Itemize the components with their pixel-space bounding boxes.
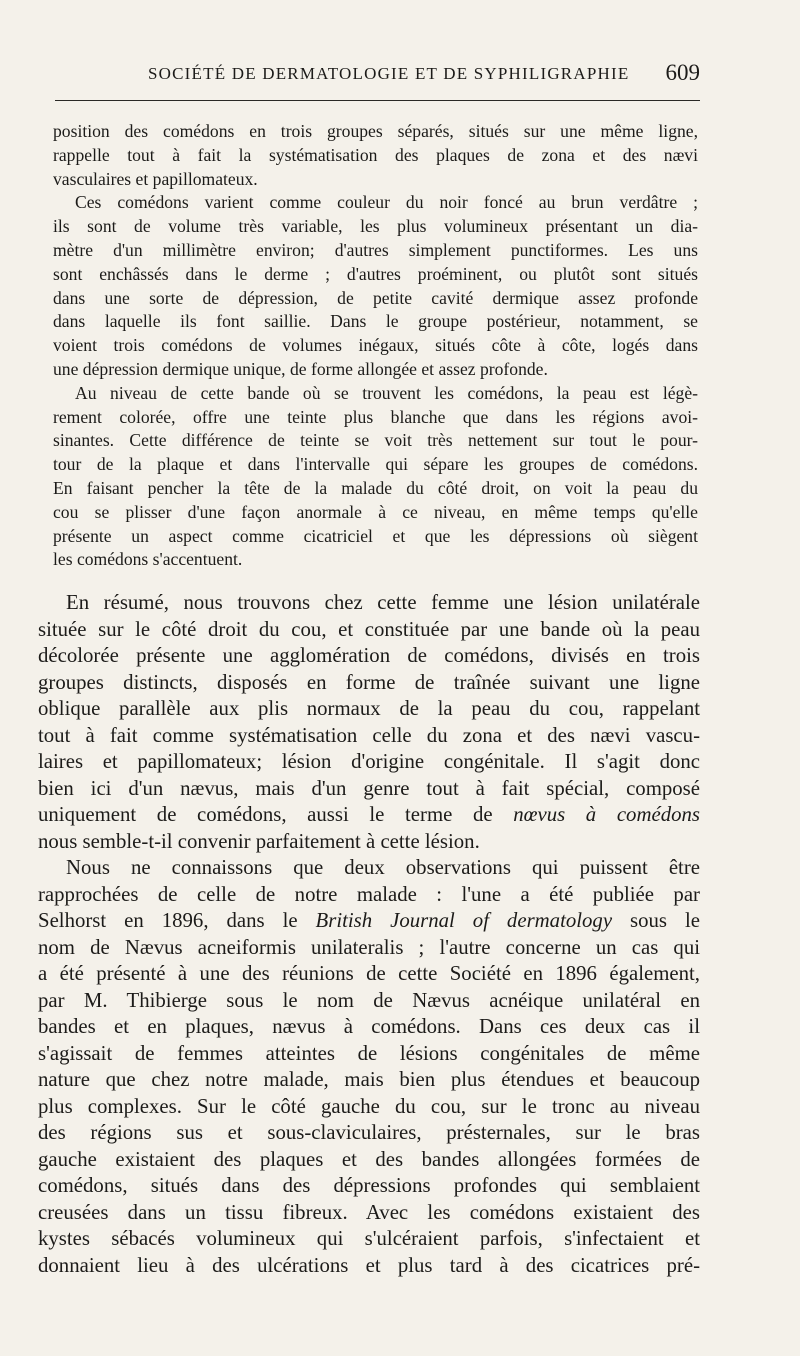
text-line: plus complexes. Sur le côté gauche du cou, sur le tronc au niveau xyxy=(38,1094,700,1118)
text-line: dans une sorte de dépression, de petite cavité dermique assez profonde xyxy=(53,287,698,308)
text-line xyxy=(38,802,700,829)
page-header xyxy=(40,60,700,92)
text-line: sont enchâssés dans le derme ; d'autres proéminent, ou plutôt sont situés xyxy=(53,263,698,284)
text-line: groupes distincts, disposés en forme de traînée suivant une ligne xyxy=(38,670,700,694)
text-segment: sous le xyxy=(612,909,700,932)
text-line: une dépression dermique unique, de forme allongée et assez profonde. xyxy=(53,358,548,379)
text-line: comédons, situés dans des dépressions profondes qui semblaient xyxy=(38,1174,700,1197)
text-line: des régions sus et sous-claviculaires, présternales, sur le bras xyxy=(38,1121,700,1144)
text-line: rement colorée, offre une teinte plus blanche que dans les régions avoi- xyxy=(53,406,698,427)
running-title: SOCIÉTÉ DE DERMATOLOGIE ET DE SYPHILIGRAPHIE xyxy=(148,64,630,83)
text-line: rappelle tout à fait la systématisation des plaques de zona et des nævi xyxy=(53,144,698,165)
italic-term: nœvus à comédons xyxy=(513,803,700,826)
text-line: kystes sébacés volumineux qui s'ulcéraient parfois, s'infectaient et xyxy=(38,1227,700,1250)
text-line: nature que chez notre malade, mais bien plus étendues et beaucoup xyxy=(38,1068,700,1091)
text-line: ils sont de volume très variable, les plus volumineux présentant un dia- xyxy=(53,216,698,237)
text-line: s'agissait de femmes atteintes de lésions congénitales de même xyxy=(38,1041,700,1065)
small-print-section xyxy=(53,120,698,572)
text-segment: Selhorst en 1896, dans le xyxy=(38,909,316,932)
text-line: donnaient lieu à des ulcérations et plus tard à des cicatrices pré- xyxy=(38,1253,700,1277)
text-line: tout à fait comme systématisation celle du zona et des nævi vascu- xyxy=(38,723,700,747)
text-line: gauche existaient des plaques et des bandes allongées formées de xyxy=(38,1147,700,1171)
journal-title: British Journal of dermatology xyxy=(315,909,613,932)
text-line: En résumé, nous trouvons chez cette femme une lésion unilatérale xyxy=(66,591,700,614)
text-line: Ces comédons varient comme couleur du noir foncé au brun verdâtre ; xyxy=(75,192,698,213)
text-segment: uniquement de comédons, aussi le terme de xyxy=(38,803,514,826)
text-line: En faisant pencher la tête de la malade du côté droit, on voit la peau du xyxy=(53,477,698,498)
text-line: bandes et en plaques, nævus à comédons. Dans ces deux cas il xyxy=(38,1015,700,1038)
text-line xyxy=(38,908,700,935)
text-line: Au niveau de cette bande où se trouvent les comédons, la peau est légè- xyxy=(75,382,698,403)
text-line: mètre d'un millimètre environ; d'autres simplement punctiformes. Les uns xyxy=(53,239,698,260)
text-line: décolorée présente une agglomération de comédons, divisés en trois xyxy=(38,644,700,667)
text-line: oblique parallèle aux plis normaux de la peau du cou, rappelant xyxy=(38,697,700,720)
text-line: voient trois comédons de volumes inégaux, situés côte à côte, logés dans xyxy=(53,335,698,356)
text-line: vasculaires et papillomateux. xyxy=(53,168,258,189)
text-line: les comédons s'accentuent. xyxy=(53,549,243,570)
text-line: position des comédons en trois groupes séparés, situés sur une même ligne, xyxy=(53,121,698,141)
text-line: présente un aspect comme cicatriciel et que les dépressions où siègent xyxy=(53,525,698,546)
text-line: tour de la plaque et dans l'intervalle qui sépare les groupes de comédons. xyxy=(53,454,698,475)
main-text-section xyxy=(38,590,700,1279)
text-line: creusées dans un tissu fibreux. Avec les comédons existaient des xyxy=(38,1200,700,1224)
text-line: bien ici d'un nævus, mais d'un genre tout à fait spécial, composé xyxy=(38,776,700,800)
page-number: 609 xyxy=(665,60,700,85)
text-line: cou se plisser d'une façon anormale à ce niveau, en même temps qu'elle xyxy=(53,501,698,522)
text-line: laires et papillomateux; lésion d'origine congénitale. Il s'agit donc xyxy=(38,750,700,773)
header-rule xyxy=(55,100,700,101)
text-line: rapprochées de celle de notre malade : l'une a été publiée par xyxy=(38,882,700,906)
text-line: nous semble-t-il convenir parfaitement à cette lésion. xyxy=(38,829,480,853)
text-line: a été présenté à une des réunions de cette Société en 1896 également, xyxy=(38,962,700,985)
text-line: nom de Nævus acneiformis unilateralis ; l'autre concerne un cas qui xyxy=(38,935,700,959)
text-line: dans laquelle ils font saillie. Dans le groupe postérieur, notamment, se xyxy=(53,311,698,332)
text-line: Nous ne connaissons que deux observations qui puissent être xyxy=(66,856,700,879)
text-line: sinantes. Cette différence de teinte se voit très nettement sur tout le pour- xyxy=(53,430,698,451)
text-line: par M. Thibierge sous le nom de Nævus acnéique unilatéral en xyxy=(38,988,700,1012)
text-line: située sur le côté droit du cou, et constituée par une bande où la peau xyxy=(38,617,700,641)
